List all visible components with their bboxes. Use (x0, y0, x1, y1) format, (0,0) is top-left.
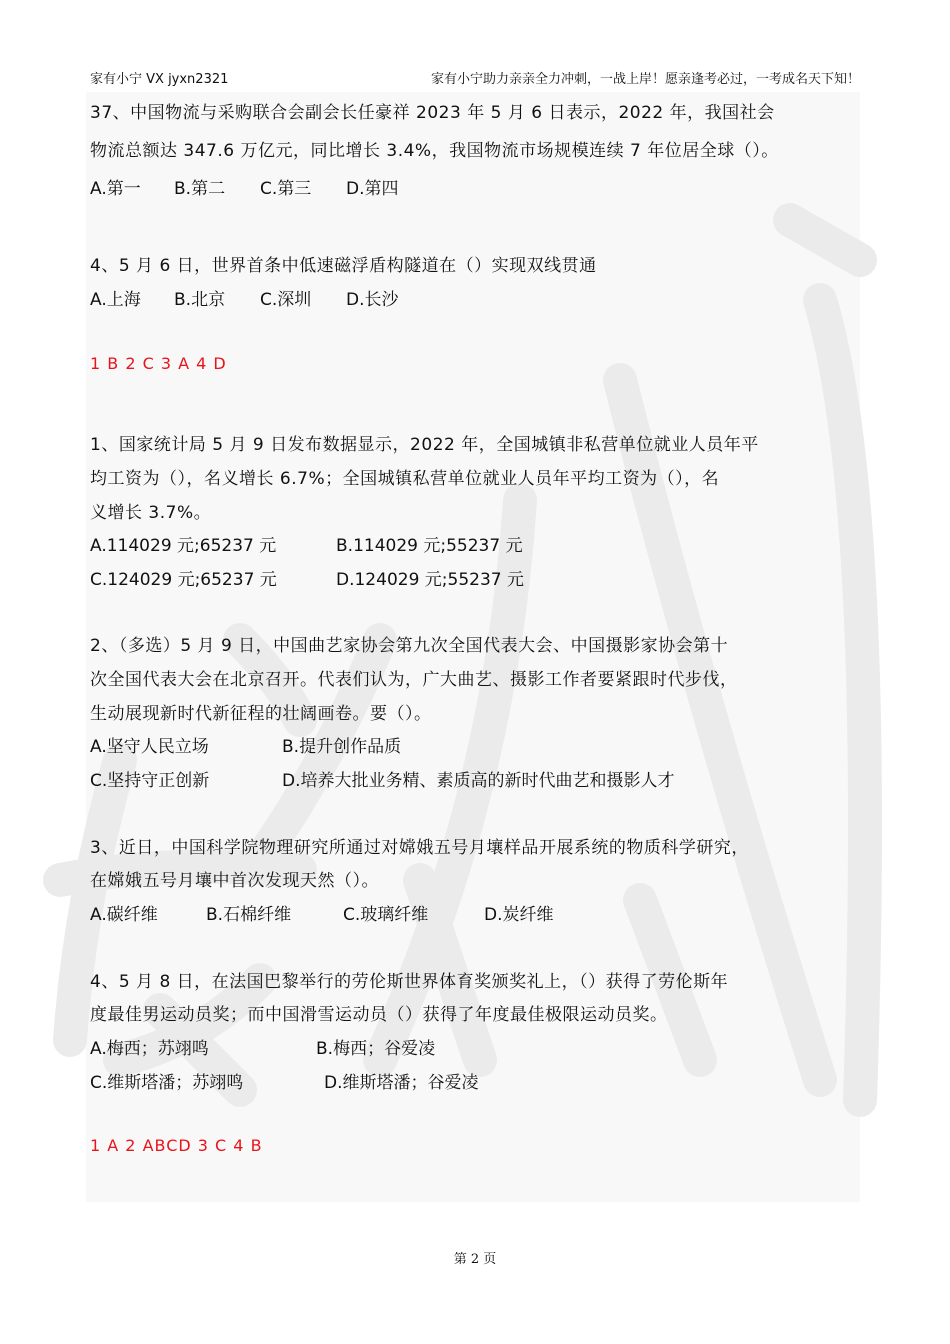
answer-key-1: 1 B 2 C 3 A 4 D (90, 354, 227, 373)
question-4a-option-b: B.北京 (174, 290, 226, 310)
question-3-line-1: 3、近日，中国科学院物理研究所通过对嫦娥五号月壤样品开展系统的物质科学研究， (90, 838, 749, 858)
question-4-option-c: C.维斯塔潘；苏翊鸣 (90, 1073, 244, 1093)
question-37-option-b: B.第二 (174, 179, 226, 199)
question-4a-option-c: C.深圳 (260, 290, 312, 310)
question-3-option-b: B.石棉纤维 (206, 905, 292, 925)
question-4a-option-a: A.上海 (90, 290, 141, 310)
question-1-option-d: D.124029 元;55237 元 (336, 570, 525, 590)
question-1-line-3: 义增长 3.7%。 (90, 503, 212, 523)
answer-key-2: 1 A 2 ABCD 3 C 4 B (90, 1136, 263, 1155)
page-number: 第 2 页 (453, 1252, 497, 1267)
question-4-line-1: 4、5 月 8 日，在法国巴黎举行的劳伦斯世界体育奖颁奖礼上，（）获得了劳伦斯年 (90, 972, 729, 992)
question-2-line-3: 生动展现新时代新征程的壮阔画卷。要（）。 (90, 704, 432, 724)
question-4-option-d: D.维斯塔潘；谷爱凌 (324, 1073, 479, 1093)
question-3-option-d: D.炭纤维 (484, 905, 554, 925)
question-37-option-d: D.第四 (346, 179, 399, 199)
question-1-option-c: C.124029 元;65237 元 (90, 570, 277, 590)
question-4-option-b: B.梅西；谷爱凌 (316, 1039, 436, 1059)
page-header (90, 68, 860, 88)
question-1-option-a: A.114029 元;65237 元 (90, 536, 277, 556)
question-37-option-a: A.第一 (90, 179, 141, 199)
question-3-option-c: C.玻璃纤维 (343, 905, 429, 925)
question-37-line-1: 37、中国物流与采购联合会副会长任豪祥 2023 年 5 月 6 日表示，2022 年，我国社会 (90, 103, 775, 123)
question-2-option-a: A.坚守人民立场 (90, 737, 209, 757)
question-3-option-a: A.碳纤维 (90, 905, 158, 925)
question-3-line-2: 在嫦娥五号月壤中首次发现天然（）。 (90, 871, 379, 891)
question-2-option-d: D.培养大批业务精、素质高的新时代曲艺和摄影人才 (282, 771, 675, 791)
question-4a-line-1: 4、5 月 6 日，世界首条中低速磁浮盾构隧道在（）实现双线贯通 (90, 256, 597, 276)
question-4-line-2: 度最佳男运动员奖；而中国滑雪运动员（）获得了年度最佳极限运动员奖。 (90, 1005, 668, 1025)
header-left-text: 家有小宁 VX jyxn2321 (90, 72, 229, 87)
question-1-option-b: B.114029 元;55237 元 (336, 536, 523, 556)
header-right-slogan: 家有小宁助力亲亲全力冲刺，一战上岸！愿亲逢考必过，一考成名天下知！ (430, 72, 860, 87)
question-2-line-2: 次全国代表大会在北京召开。代表们认为，广大曲艺、摄影工作者要紧跟时代步伐， (90, 670, 738, 690)
question-1-line-1: 1、国家统计局 5 月 9 日发布数据显示，2022 年，全国城镇非私营单位就业人员年平 (90, 435, 759, 455)
question-37-option-c: C.第三 (260, 179, 312, 199)
question-2-option-b: B.提升创作品质 (282, 737, 402, 757)
question-4-option-a: A.梅西；苏翊鸣 (90, 1039, 209, 1059)
question-37-line-2: 物流总额达 347.6 万亿元，同比增长 3.4%，我国物流市场规模连续 7 年位居全球（）。 (90, 141, 779, 161)
question-2-option-c: C.坚持守正创新 (90, 771, 210, 791)
question-1-line-2: 均工资为（），名义增长 6.7%；全国城镇私营单位就业人员年平均工资为（），名 (90, 469, 720, 489)
question-4a-option-d: D.长沙 (346, 290, 399, 310)
question-2-line-1: 2、（多选）5 月 9 日，中国曲艺家协会第九次全国代表大会、中国摄影家协会第十 (90, 636, 729, 656)
